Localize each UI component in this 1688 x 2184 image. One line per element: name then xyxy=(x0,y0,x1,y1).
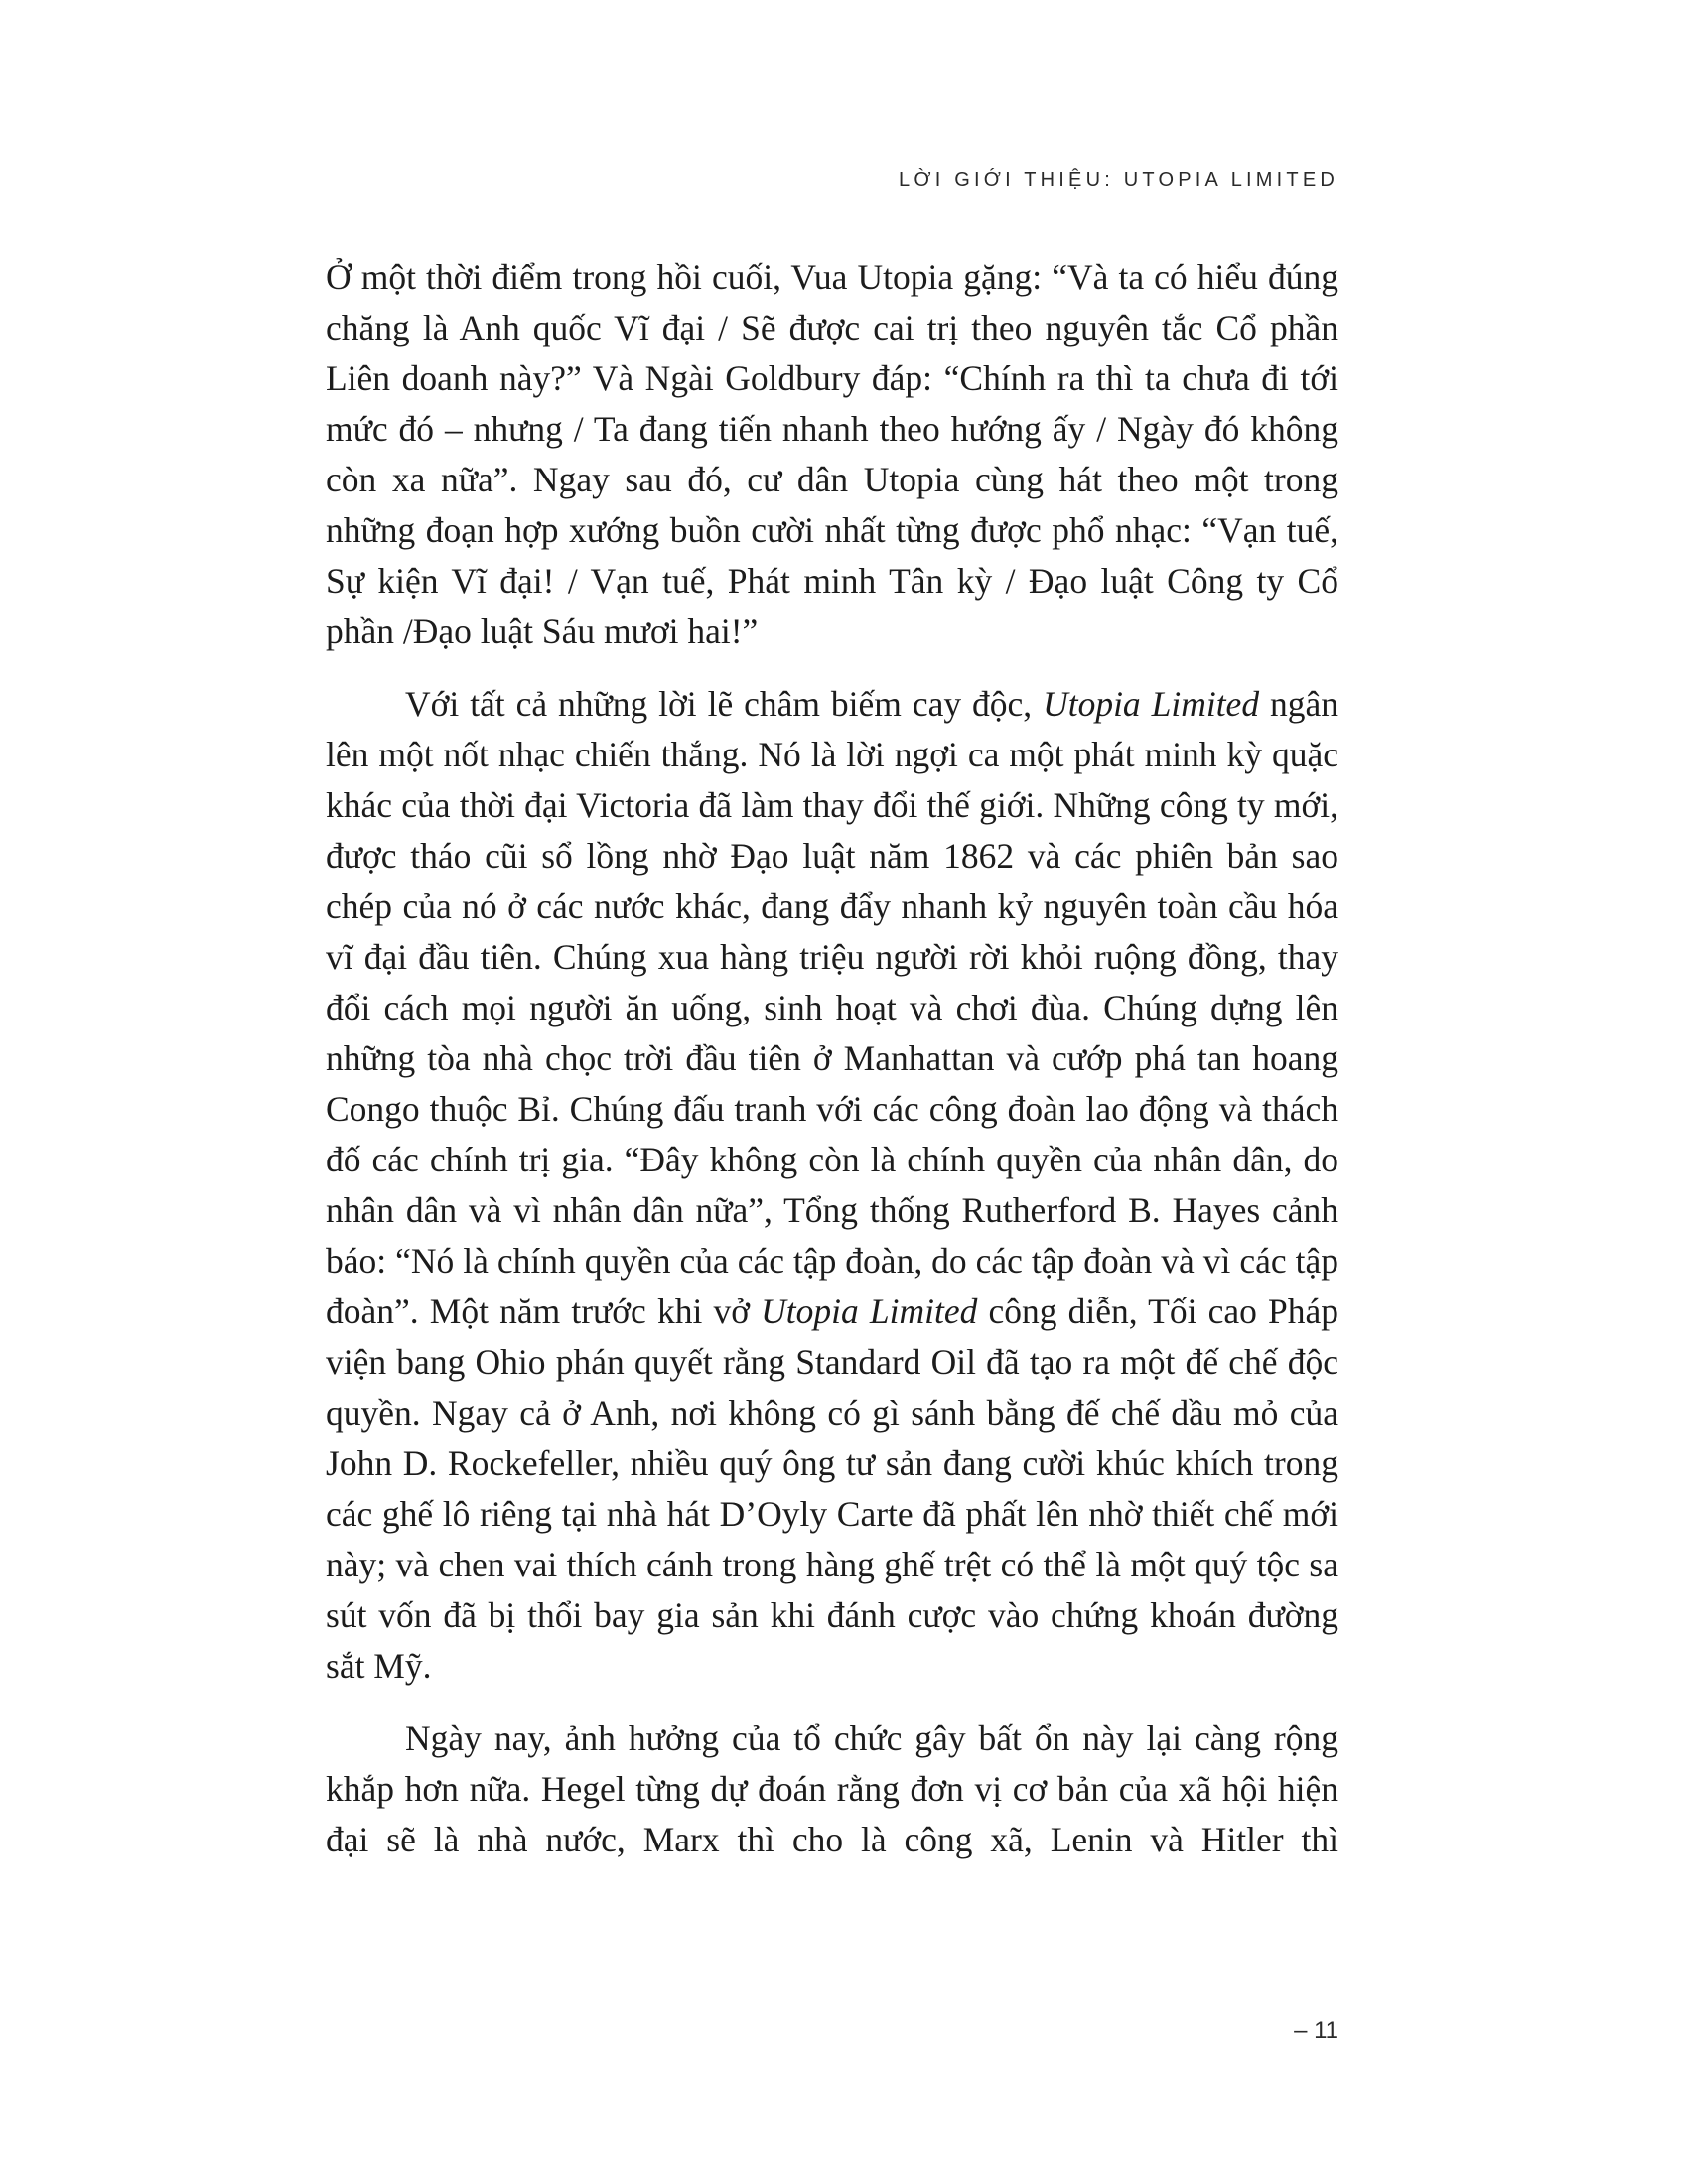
paragraph-3 xyxy=(326,1713,1338,1865)
paragraph-2-text-c: công diễn, Tối cao Pháp viện bang Ohio phán quyết rằng Standard Oil đã tạo ra một đế chế độc quyền. Ngay cả ở Anh, nơi không có gì sánh bằng đế chế dầu mỏ của John D. Rockefeller, nhiều quý ông tư sản đang cười khúc khích trong các ghế lô riêng tại nhà hát D’Oyly Carte đã phất lên nhờ thiết chế mới này; và chen vai thích cánh trong hàng ghế trệt có thể là một quý tộc sa sút vốn đã bị thổi bay gia sản khi đánh cược vào chứng khoán đường sắt Mỹ. xyxy=(326,1292,1339,1686)
paragraph-3-text: Ngày nay, ảnh hưởng của tổ chức gây bất ổn này lại càng rộng khắp hơn nữa. Hegel từng dự đoán rằng đơn vị cơ bản của xã hội hiện đại sẽ là nhà nước, Marx thì cho là công xã, Lenin và Hitler thì xyxy=(326,1718,1338,1859)
book-title-italic: Utopia Limited xyxy=(761,1292,978,1331)
paragraph-1 xyxy=(326,252,1338,657)
paragraph-2 xyxy=(326,679,1338,1692)
body-text xyxy=(326,252,1338,1865)
paragraph-1-text: Ở một thời điểm trong hồi cuối, Vua Utopia gặng: “Và ta có hiểu đúng chăng là Anh quốc Vĩ đại / Sẽ được cai trị theo nguyên tắc Cổ phần Liên doanh này?” Và Ngài Goldbury đáp: “Chính ra thì ta chưa đi tới mức đó – nhưng / Ta đang tiến nhanh theo hướng ấy / Ngày đó không còn xa nữa”. Ngay sau đó, cư dân Utopia cùng hát theo một trong những đoạn hợp xướng buồn cười nhất từng được phổ nhạc: “Vạn tuế, Sự kiện Vĩ đại! / Vạn tuế, Phát minh Tân kỳ / Đạo luật Công ty Cổ phần /Đạo luật Sáu mươi hai!” xyxy=(326,257,1338,651)
running-header: LỜI GIỚI THIỆU: UTOPIA LIMITED xyxy=(899,169,1338,191)
book-title-italic: Utopia Limited xyxy=(1043,684,1260,724)
paragraph-2-text-b: ngân lên một nốt nhạc chiến thắng. Nó là lời ngợi ca một phát minh kỳ quặc khác của thời đại Victoria đã làm thay đổi thế giới. Những công ty mới, được tháo cũi sổ lồng nhờ Đạo luật năm 1862 và các phiên bản sao chép của nó ở các nước khác, đang đẩy nhanh kỷ nguyên toàn cầu hóa vĩ đại đầu tiên. Chúng xua hàng triệu người rời khỏi ruộng đồng, thay đổi cách mọi người ăn uống, sinh hoạt và chơi đùa. Chúng dựng lên những tòa nhà chọc trời đầu tiên ở Manhattan và cướp phá tan hoang Congo thuộc Bỉ. Chúng đấu tranh với các công đoàn lao động và thách đố các chính trị gia. “Đây không còn là chính quyền của nhân dân, do nhân dân và vì nhân dân nữa”, Tổng thống Rutherford B. Hayes cảnh báo: “Nó là chính quyền của các tập đoàn, do các tập đoàn và vì các tập đoàn”. Một năm trước khi vở xyxy=(326,684,1339,1331)
paragraph-2-text-a: Với tất cả những lời lẽ châm biếm cay độc, xyxy=(405,684,1044,724)
page-number: – 11 xyxy=(1294,2017,1338,2044)
